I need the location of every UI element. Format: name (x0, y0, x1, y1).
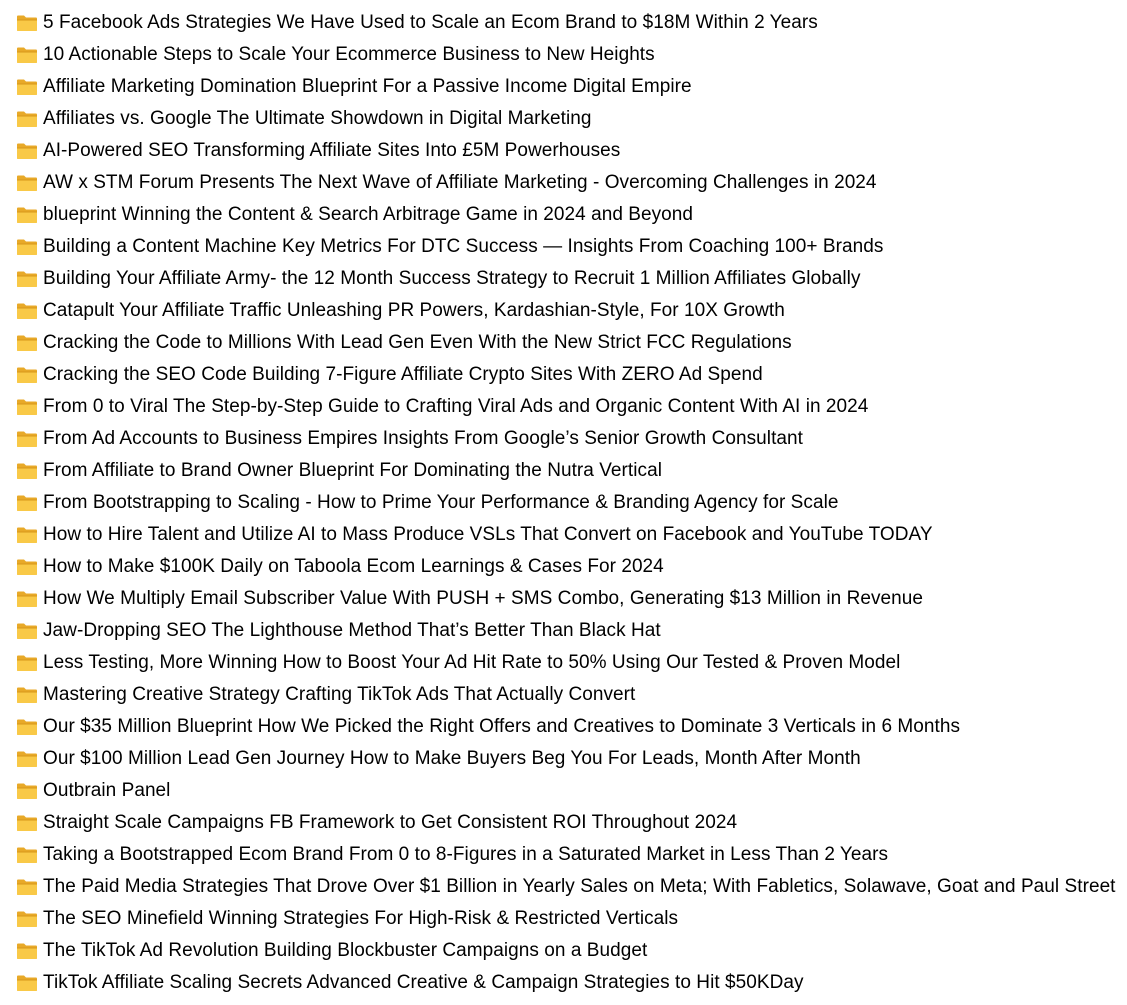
folder-icon (16, 654, 38, 672)
folder-icon (16, 174, 38, 192)
folder-item[interactable] (16, 39, 1116, 71)
folder-label: Straight Scale Campaigns FB Framework to Get Consistent ROI Throughout 2024 (43, 812, 738, 833)
folder-item[interactable] (16, 967, 1116, 999)
folder-label: From Affiliate to Brand Owner Blueprint For Dominating the Nutra Vertical (43, 460, 662, 481)
folder-label: TikTok Affiliate Scaling Secrets Advanced Creative & Campaign Strategies to Hit $50KDay (43, 972, 804, 993)
folder-item[interactable] (16, 327, 1116, 359)
folder-item[interactable] (16, 455, 1116, 487)
folder-label: The Paid Media Strategies That Drove Over $1 Billion in Yearly Sales on Meta; With Fabletics, Solawave, Goat and Paul Street (43, 876, 1116, 897)
folder-item[interactable] (16, 135, 1116, 167)
folder-item[interactable] (16, 839, 1116, 871)
folder-item[interactable] (16, 871, 1116, 903)
folder-item[interactable] (16, 487, 1116, 519)
folder-item[interactable] (16, 231, 1116, 263)
folder-item[interactable] (16, 711, 1116, 743)
folder-label: Cracking the SEO Code Building 7-Figure Affiliate Crypto Sites With ZERO Ad Spend (43, 364, 763, 385)
folder-label: The SEO Minefield Winning Strategies For High-Risk & Restricted Verticals (43, 908, 679, 929)
folder-list (16, 7, 1116, 999)
folder-item[interactable] (16, 359, 1116, 391)
folder-item[interactable] (16, 7, 1116, 39)
folder-item[interactable] (16, 391, 1116, 423)
folder-icon (16, 622, 38, 640)
folder-label: From Bootstrapping to Scaling - How to Prime Your Performance & Branding Agency for Scale (43, 492, 839, 513)
folder-label: Less Testing, More Winning How to Boost Your Ad Hit Rate to 50% Using Our Tested & Proven Model (43, 652, 901, 673)
folder-item[interactable] (16, 647, 1116, 679)
folder-label: blueprint Winning the Content & Search Arbitrage Game in 2024 and Beyond (43, 204, 694, 225)
folder-icon (16, 14, 38, 32)
folder-icon (16, 462, 38, 480)
folder-icon (16, 910, 38, 928)
folder-item[interactable] (16, 903, 1116, 935)
folder-icon (16, 398, 38, 416)
folder-item[interactable] (16, 583, 1116, 615)
folder-icon (16, 942, 38, 960)
folder-icon (16, 590, 38, 608)
folder-icon (16, 78, 38, 96)
folder-label: 5 Facebook Ads Strategies We Have Used to Scale an Ecom Brand to $18M Within 2 Years (43, 12, 818, 33)
folder-label: How to Make $100K Daily on Taboola Ecom Learnings & Cases For 2024 (43, 556, 664, 577)
folder-icon (16, 334, 38, 352)
folder-icon (16, 46, 38, 64)
folder-item[interactable] (16, 551, 1116, 583)
folder-label: Building Your Affiliate Army- the 12 Month Success Strategy to Recruit 1 Million Affiliates Globally (43, 268, 861, 289)
folder-label: Building a Content Machine Key Metrics For DTC Success — Insights From Coaching 100+ Brands (43, 236, 884, 257)
folder-label: From Ad Accounts to Business Empires Insights From Google’s Senior Growth Consultant (43, 428, 803, 449)
folder-icon (16, 718, 38, 736)
folder-label: Our $35 Million Blueprint How We Picked the Right Offers and Creatives to Dominate 3 Verticals in 6 Months (43, 716, 961, 737)
folder-item[interactable] (16, 935, 1116, 967)
folder-icon (16, 366, 38, 384)
folder-icon (16, 782, 38, 800)
folder-icon (16, 494, 38, 512)
folder-label: Cracking the Code to Millions With Lead Gen Even With the New Strict FCC Regulations (43, 332, 792, 353)
folder-label: Affiliates vs. Google The Ultimate Showdown in Digital Marketing (43, 108, 592, 129)
folder-item[interactable] (16, 423, 1116, 455)
folder-item[interactable] (16, 743, 1116, 775)
folder-label: How to Hire Talent and Utilize AI to Mass Produce VSLs That Convert on Facebook and YouTube TODAY (43, 524, 933, 545)
folder-icon (16, 558, 38, 576)
folder-item[interactable] (16, 199, 1116, 231)
folder-item[interactable] (16, 679, 1116, 711)
folder-icon (16, 686, 38, 704)
folder-icon (16, 270, 38, 288)
folder-item[interactable] (16, 71, 1116, 103)
folder-icon (16, 814, 38, 832)
folder-icon (16, 142, 38, 160)
folder-label: Outbrain Panel (43, 780, 171, 801)
folder-icon (16, 846, 38, 864)
folder-item[interactable] (16, 807, 1116, 839)
folder-label: From 0 to Viral The Step-by-Step Guide to Crafting Viral Ads and Organic Content With AI in 2024 (43, 396, 869, 417)
folder-label: 10 Actionable Steps to Scale Your Ecommerce Business to New Heights (43, 44, 655, 65)
folder-item[interactable] (16, 615, 1116, 647)
folder-item[interactable] (16, 295, 1116, 327)
folder-item[interactable] (16, 263, 1116, 295)
folder-label: Taking a Bootstrapped Ecom Brand From 0 to 8-Figures in a Saturated Market in Less Than 2 Years (43, 844, 889, 865)
folder-label: AW x STM Forum Presents The Next Wave of Affiliate Marketing - Overcoming Challenges in 2024 (43, 172, 877, 193)
folder-icon (16, 206, 38, 224)
folder-icon (16, 878, 38, 896)
folder-item[interactable] (16, 167, 1116, 199)
folder-label: Affiliate Marketing Domination Blueprint For a Passive Income Digital Empire (43, 76, 692, 97)
folder-label: Jaw-Dropping SEO The Lighthouse Method That’s Better Than Black Hat (43, 620, 661, 641)
folder-label: AI-Powered SEO Transforming Affiliate Sites Into £5M Powerhouses (43, 140, 621, 161)
folder-item[interactable] (16, 775, 1116, 807)
folder-label: Catapult Your Affiliate Traffic Unleashing PR Powers, Kardashian-Style, For 10X Growth (43, 300, 785, 321)
folder-icon (16, 302, 38, 320)
folder-label: How We Multiply Email Subscriber Value With PUSH + SMS Combo, Generating $13 Million in Revenue (43, 588, 923, 609)
folder-icon (16, 750, 38, 768)
folder-item[interactable] (16, 103, 1116, 135)
folder-icon (16, 110, 38, 128)
folder-icon (16, 238, 38, 256)
folder-icon (16, 430, 38, 448)
folder-label: Our $100 Million Lead Gen Journey How to Make Buyers Beg You For Leads, Month After Month (43, 748, 861, 769)
folder-label: Mastering Creative Strategy Crafting TikTok Ads That Actually Convert (43, 684, 636, 705)
folder-icon (16, 526, 38, 544)
folder-label: The TikTok Ad Revolution Building Blockbuster Campaigns on a Budget (43, 940, 648, 961)
folder-icon (16, 974, 38, 992)
folder-item[interactable] (16, 519, 1116, 551)
